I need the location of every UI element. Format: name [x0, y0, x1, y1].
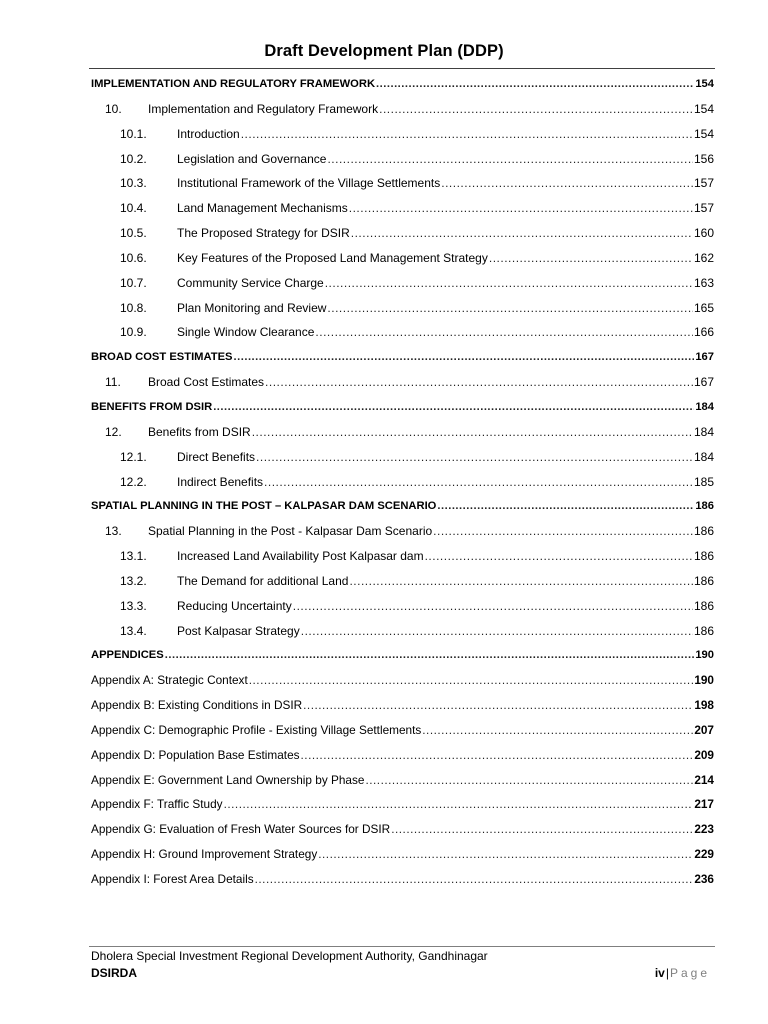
- toc-entry-title: Single Window Clearance: [177, 325, 315, 340]
- toc-entry-page: 167: [693, 375, 714, 390]
- toc-dot-leader: [293, 594, 693, 619]
- page-number: iv: [654, 966, 665, 980]
- toc-entry-page: 163: [693, 275, 714, 290]
- toc-entry-title: Appendix D: Population Base Estimates: [91, 747, 300, 762]
- toc-entry[interactable]: [91, 221, 714, 246]
- toc-entry[interactable]: [91, 122, 714, 147]
- toc-entry-number: 11.: [105, 375, 121, 390]
- toc-dot-leader: [301, 619, 693, 644]
- toc-entry-number: 10.4.: [120, 201, 147, 216]
- toc-entry-page: 185: [693, 474, 714, 489]
- toc-entry[interactable]: [91, 470, 714, 495]
- toc-entry[interactable]: [91, 544, 714, 569]
- toc-dot-leader: [376, 72, 694, 97]
- toc-entry-page: 157: [693, 201, 714, 216]
- toc-dot-leader: [224, 792, 694, 817]
- toc-dot-leader: [318, 842, 693, 867]
- toc-entry-number: 13.3.: [120, 598, 147, 613]
- toc-dot-leader: [327, 296, 693, 321]
- toc-entry[interactable]: [91, 768, 714, 793]
- toc-dot-leader: [379, 97, 693, 122]
- toc-entry[interactable]: [91, 569, 714, 594]
- toc-entry[interactable]: [91, 743, 714, 768]
- toc-entry[interactable]: [91, 420, 714, 445]
- toc-entry-page: 186: [695, 500, 714, 513]
- toc-entry-page: 207: [694, 722, 714, 737]
- toc-entry-title: Appendix A: Strategic Context: [91, 673, 248, 688]
- toc-entry-number: 10.7.: [120, 275, 147, 290]
- toc-entry-title: Introduction: [177, 126, 240, 141]
- toc-dot-leader: [264, 470, 693, 495]
- toc-entry-title: The Demand for additional Land: [177, 573, 349, 588]
- toc-entry-page: 157: [693, 176, 714, 191]
- toc-entry-title: SPATIAL PLANNING IN THE POST – KALPASAR DAM SCENARIO: [91, 500, 437, 513]
- toc-entry-page: 214: [694, 772, 714, 787]
- toc-entry-page: 186: [693, 524, 714, 539]
- toc-dot-leader: [265, 370, 693, 395]
- toc-dot-leader: [252, 420, 693, 445]
- toc-entry-number: 10.: [105, 101, 122, 116]
- toc-entry-title: Reducing Uncertainty: [177, 598, 292, 613]
- toc-entry-title: Legislation and Governance: [177, 151, 327, 166]
- toc-dot-leader: [433, 519, 693, 544]
- toc-entry[interactable]: [91, 494, 714, 519]
- toc-entry[interactable]: [91, 693, 714, 718]
- toc-dot-leader: [349, 196, 693, 221]
- toc-dot-leader: [315, 320, 693, 345]
- toc-dot-leader: [255, 867, 694, 892]
- toc-entry[interactable]: [91, 72, 714, 97]
- toc-entry-title: IMPLEMENTATION AND REGULATORY FRAMEWORK: [91, 78, 376, 90]
- toc-entry[interactable]: [91, 370, 714, 395]
- toc-entry-title: Spatial Planning in the Post - Kalpasar Dam Scenario: [148, 524, 433, 539]
- toc-entry[interactable]: [91, 867, 714, 892]
- toc-entry-title: Appendix C: Demographic Profile - Existing Village Settlements: [91, 722, 422, 737]
- toc-entry[interactable]: [91, 643, 714, 668]
- toc-entry-page: 186: [693, 549, 714, 564]
- toc-dot-leader: [441, 171, 693, 196]
- toc-entry-title: Land Management Mechanisms: [177, 201, 348, 216]
- toc-entry-title: BROAD COST ESTIMATES: [91, 351, 233, 364]
- toc-entry-title: Indirect Benefits: [177, 474, 264, 489]
- toc-entry-number: 13.4.: [120, 623, 147, 638]
- toc-entry[interactable]: [91, 196, 714, 221]
- toc-dot-leader: [249, 668, 694, 693]
- toc-entry-title: BENEFITS FROM DSIR: [91, 400, 213, 413]
- toc-entry-title: Direct Benefits: [177, 449, 256, 464]
- toc-entry-number: 12.2.: [120, 474, 147, 489]
- toc-entry-title: Plan Monitoring and Review: [177, 300, 327, 315]
- toc-entry-title: Increased Land Availability Post Kalpasar dam: [177, 549, 424, 564]
- table-of-contents: [91, 72, 714, 892]
- toc-entry[interactable]: [91, 842, 714, 867]
- toc-dot-leader: [256, 445, 693, 470]
- toc-entry-page: 217: [694, 797, 714, 812]
- toc-entry-number: 13.: [105, 524, 122, 539]
- toc-entry-number: 12.1.: [120, 449, 147, 464]
- toc-entry[interactable]: [91, 345, 714, 370]
- toc-dot-leader: [349, 569, 693, 594]
- toc-entry-page: 184: [693, 449, 714, 464]
- toc-entry[interactable]: [91, 395, 714, 420]
- toc-dot-leader: [489, 246, 693, 271]
- toc-dot-leader: [213, 395, 694, 420]
- toc-dot-leader: [165, 643, 695, 668]
- toc-entry-number: 13.1.: [120, 549, 147, 564]
- toc-entry-page: 223: [694, 822, 714, 837]
- toc-entry-title: Institutional Framework of the Village Settlements: [177, 176, 441, 191]
- toc-dot-leader: [327, 147, 693, 172]
- toc-dot-leader: [351, 221, 693, 246]
- toc-entry[interactable]: [91, 792, 714, 817]
- toc-dot-leader: [234, 345, 695, 370]
- page-separator: |: [665, 966, 669, 980]
- toc-entry[interactable]: [91, 271, 714, 296]
- toc-entry-number: 10.1.: [120, 126, 147, 141]
- toc-entry-title: Appendix H: Ground Improvement Strategy: [91, 847, 318, 862]
- toc-entry-number: 10.3.: [120, 176, 147, 191]
- toc-entry-page: 186: [693, 623, 714, 638]
- toc-entry-page: 165: [693, 300, 714, 315]
- footer-authority: Dholera Special Investment Regional Development Authority, Gandhinagar: [91, 949, 488, 963]
- toc-entry-title: Appendix G: Evaluation of Fresh Water Sources for DSIR: [91, 822, 391, 837]
- footer-short-name: DSIRDA: [91, 966, 138, 980]
- toc-entry-page: 198: [694, 698, 714, 713]
- toc-entry-page: 184: [693, 424, 714, 439]
- header-divider: [89, 68, 715, 69]
- toc-entry[interactable]: [91, 718, 714, 743]
- toc-entry-page: 154: [693, 126, 714, 141]
- toc-entry-page: 156: [693, 151, 714, 166]
- toc-entry-title: Appendix F: Traffic Study: [91, 797, 223, 812]
- toc-entry-title: Community Service Charge: [177, 275, 324, 290]
- toc-entry-title: The Proposed Strategy for DSIR: [177, 226, 350, 241]
- toc-entry-page: 184: [695, 400, 714, 413]
- toc-entry-page: 154: [695, 78, 714, 90]
- toc-entry[interactable]: [91, 619, 714, 644]
- toc-entry[interactable]: [91, 817, 714, 842]
- toc-entry-title: Appendix E: Government Land Ownership by Phase: [91, 772, 365, 787]
- footer-divider: [89, 946, 715, 947]
- toc-entry-page: 186: [693, 573, 714, 588]
- toc-entry-page: 229: [694, 847, 714, 862]
- toc-entry-number: 10.5.: [120, 226, 147, 241]
- toc-entry[interactable]: [91, 147, 714, 172]
- toc-entry-page: 167: [695, 351, 714, 364]
- toc-entry-page: 160: [693, 226, 714, 241]
- toc-entry-page: 209: [694, 747, 714, 762]
- toc-entry-title: APPENDICES: [91, 649, 164, 662]
- toc-entry-page: 166: [693, 325, 714, 340]
- toc-entry-title: Benefits from DSIR: [148, 424, 251, 439]
- page-word: Page: [669, 966, 710, 980]
- toc-entry-title: Broad Cost Estimates: [148, 375, 265, 390]
- toc-entry-number: 10.6.: [120, 250, 147, 265]
- page-title: Draft Development Plan (DDP): [264, 42, 504, 60]
- toc-entry[interactable]: [91, 320, 714, 345]
- toc-entry-title: Implementation and Regulatory Framework: [148, 101, 379, 116]
- toc-entry[interactable]: [91, 296, 714, 321]
- toc-entry-number: 10.8.: [120, 300, 147, 315]
- toc-entry-page: 154: [693, 101, 714, 116]
- toc-dot-leader: [422, 718, 693, 743]
- toc-entry-title: Appendix B: Existing Conditions in DSIR: [91, 698, 303, 713]
- toc-dot-leader: [325, 271, 693, 296]
- toc-dot-leader: [303, 693, 693, 718]
- toc-dot-leader: [425, 544, 693, 569]
- toc-entry-page: 186: [693, 598, 714, 613]
- toc-entry[interactable]: [91, 445, 714, 470]
- toc-dot-leader: [437, 494, 694, 519]
- toc-entry[interactable]: [91, 171, 714, 196]
- toc-entry-page: 236: [694, 872, 714, 886]
- toc-dot-leader: [301, 743, 694, 768]
- toc-entry-title: Appendix I: Forest Area Details: [91, 872, 254, 886]
- toc-entry-page: 190: [695, 649, 714, 662]
- toc-entry[interactable]: [91, 668, 714, 693]
- footer-page-indicator: [655, 966, 710, 980]
- toc-entry[interactable]: [91, 594, 714, 619]
- toc-entry[interactable]: [91, 246, 714, 271]
- toc-entry-title: Post Kalpasar Strategy: [177, 623, 300, 638]
- toc-entry-number: 12.: [105, 424, 122, 439]
- toc-entry-page: 162: [693, 250, 714, 265]
- toc-entry-number: 10.9.: [120, 325, 147, 340]
- toc-entry-number: 13.2.: [120, 573, 147, 588]
- toc-dot-leader: [241, 122, 693, 147]
- toc-entry-title: Key Features of the Proposed Land Management Strategy: [177, 250, 488, 265]
- toc-dot-leader: [365, 768, 693, 793]
- toc-entry-number: 10.2.: [120, 151, 147, 166]
- toc-dot-leader: [391, 817, 693, 842]
- toc-entry[interactable]: [91, 97, 714, 122]
- toc-entry-page: 190: [694, 673, 714, 688]
- toc-entry[interactable]: [91, 519, 714, 544]
